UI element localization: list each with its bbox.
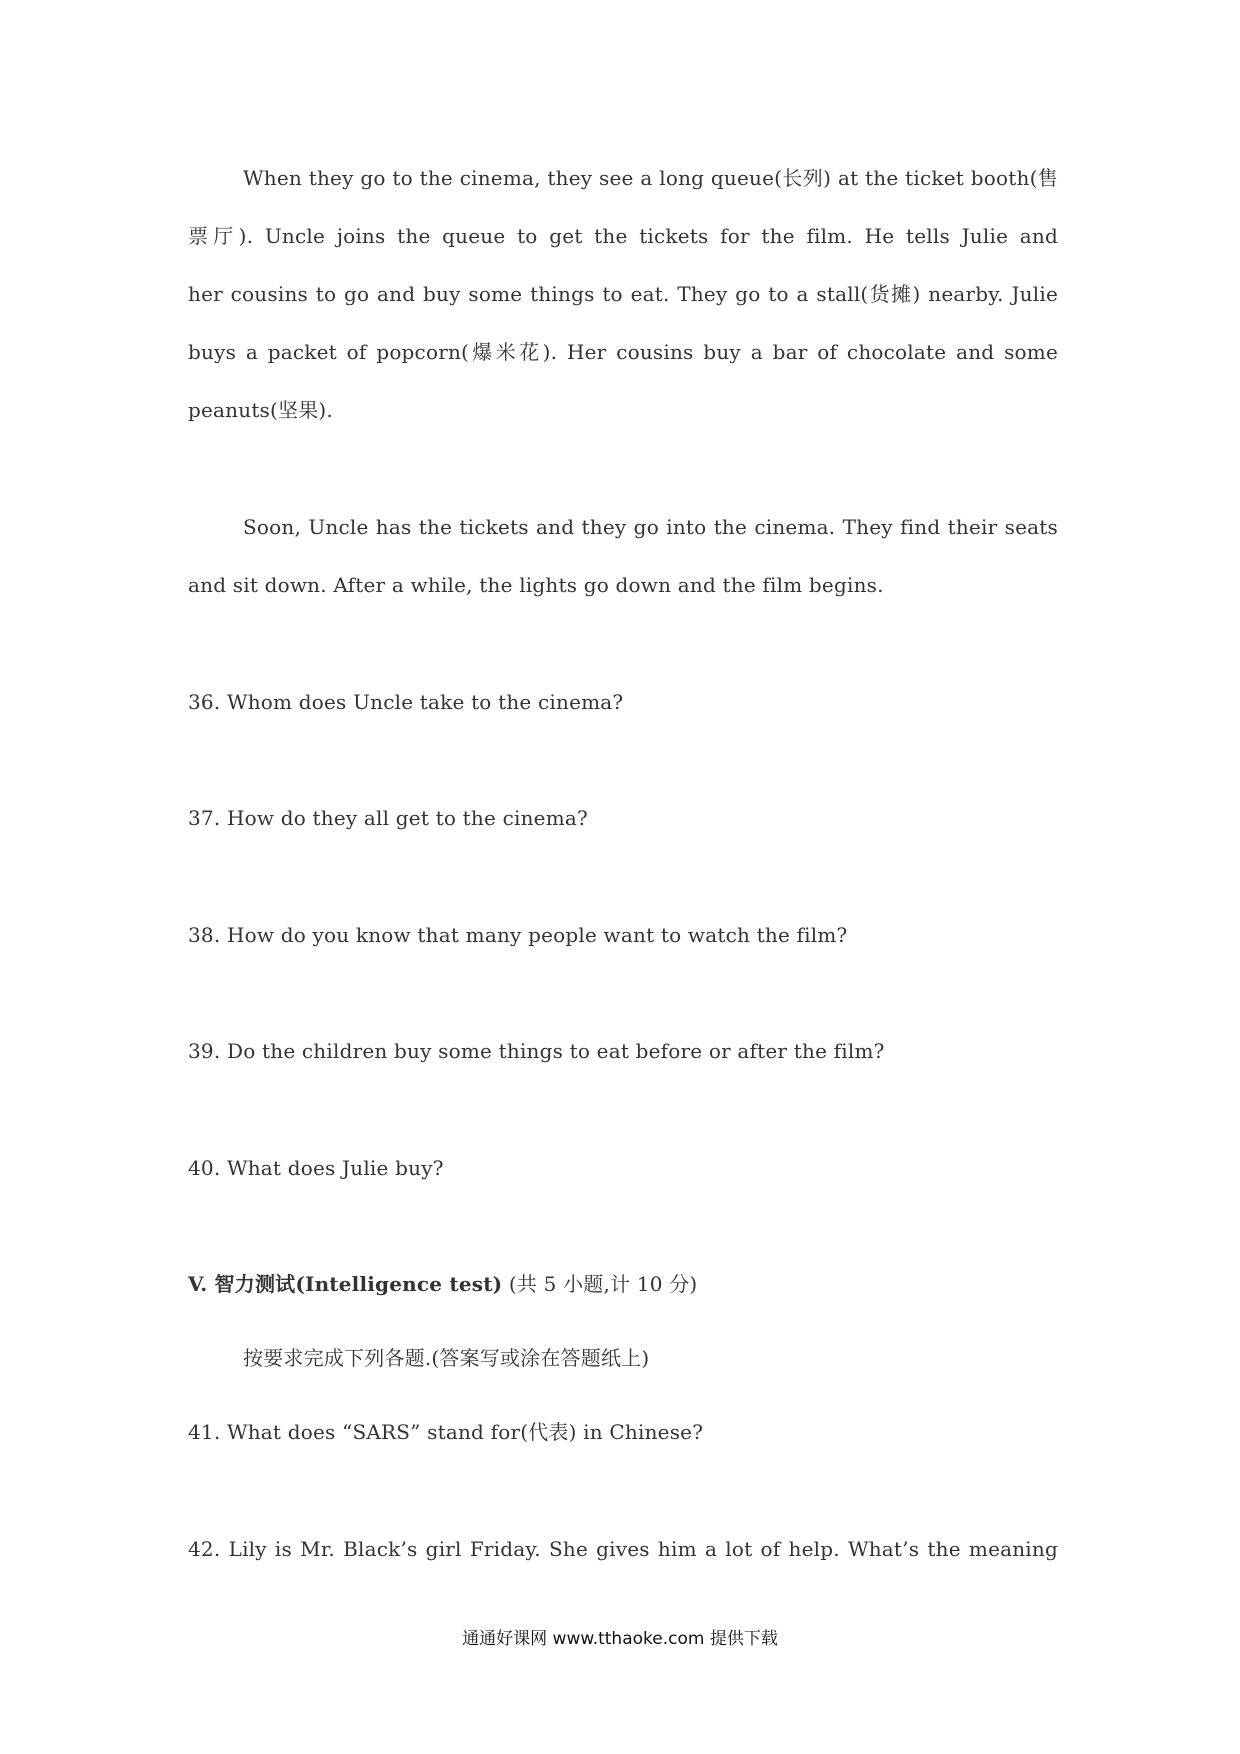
passage-p2-line-1: Soon, Uncle has the tickets and they go into the cinema. They find their seats [243, 515, 1058, 539]
section-v-instruction: 按要求完成下列各题.(答案写或涂在答题纸上) [243, 1346, 650, 1370]
passage-p1-line-5: peanuts(坚果). [188, 398, 333, 422]
question-38: 38. How do you know that many people want to watch the film? [188, 923, 848, 947]
passage-p1-line-1: When they go to the cinema, they see a long queue(长列) at the ticket booth(售 [243, 166, 1058, 190]
question-37: 37. How do they all get to the cinema? [188, 806, 588, 830]
page-footer: 通通好课网 www.tthaoke.com 提供下载 [462, 1629, 778, 1649]
question-40: 40. What does Julie buy? [188, 1156, 444, 1180]
question-39: 39. Do the children buy some things to eat before or after the film? [188, 1039, 885, 1063]
section-v-note: (共 5 小题,计 10 分) [502, 1272, 698, 1296]
passage-p1-line-3: her cousins to go and buy some things to eat. They go to a stall(货摊) nearby. Julie [188, 282, 1058, 306]
passage-p1-line-2: 票厅). Uncle joins the queue to get the tickets for the film. He tells Julie and [188, 224, 1058, 248]
section-v-title: V. 智力测试(Intelligence test) [188, 1272, 503, 1296]
question-41: 41. What does “SARS” stand for(代表) in Chinese? [188, 1420, 704, 1444]
passage-p2-line-2: and sit down. After a while, the lights go down and the film begins. [188, 573, 884, 597]
question-42: 42. Lily is Mr. Black’s girl Friday. She gives him a lot of help. What’s the meaning [188, 1537, 1058, 1561]
section-v-heading [188, 1270, 1058, 1298]
question-36: 36. Whom does Uncle take to the cinema? [188, 690, 624, 714]
passage-p1-line-4: buys a packet of popcorn(爆米花). Her cousins buy a bar of chocolate and some [188, 340, 1058, 364]
